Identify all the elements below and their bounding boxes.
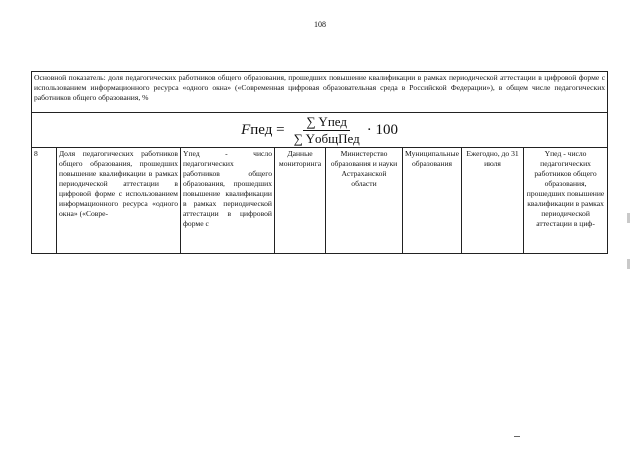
variable-definition: Yпед - число педагогических работников общего образования, прошедших повышение квалификации в рамках периодической аттестации в циф- [524,148,608,254]
aggregation-level: Муниципальные образования [403,148,462,254]
scan-edge-mark [627,259,630,269]
row-number: 8 [32,148,57,254]
formula-multiplier: · 100 [366,122,399,138]
main-indicator-text: Основной показатель: доля педагогических работников общего образования, прошедших повышение квалификации в рамках периодической аттестации в цифровой форме с использованием информационного ресурса «одного окна» («Современная цифровая образовательная среда в Российской Федерации»), в общем числе педагогических работников общего образования, % [32,72,608,113]
indicator-table [31,71,608,254]
indicator-name: Доля педагогических работников общего образования, прошедших повышение квалификации в рамках периодической аттестации в цифровой форме с использованием информационного ресурса «одного окна» («Совре- [57,148,181,254]
data-source: Данные мониторинга [275,148,326,254]
formula-lhs: Fпед = [241,122,285,138]
table-row [32,148,608,254]
formula-cell [32,113,608,148]
formula-denominator: ∑ YобщПед [293,130,360,146]
header-row [32,72,608,113]
responsible-body: Министерство образования и науки Астраханской области [326,148,403,254]
formula-row [32,113,608,148]
formula-fraction [291,115,363,146]
frequency: Ежегодно, до 31 июля [462,148,524,254]
page-number: 108 [314,20,326,29]
formula-numerator: ∑ Yпед [303,115,350,131]
formula [34,114,605,146]
scan-dash-mark [514,436,520,437]
scan-edge-mark [627,213,630,223]
calculation-method: Yпед - число педагогических работников общего образования, прошедших повышение квалификации в рамках периодической аттестации в цифровой форме с [181,148,275,254]
